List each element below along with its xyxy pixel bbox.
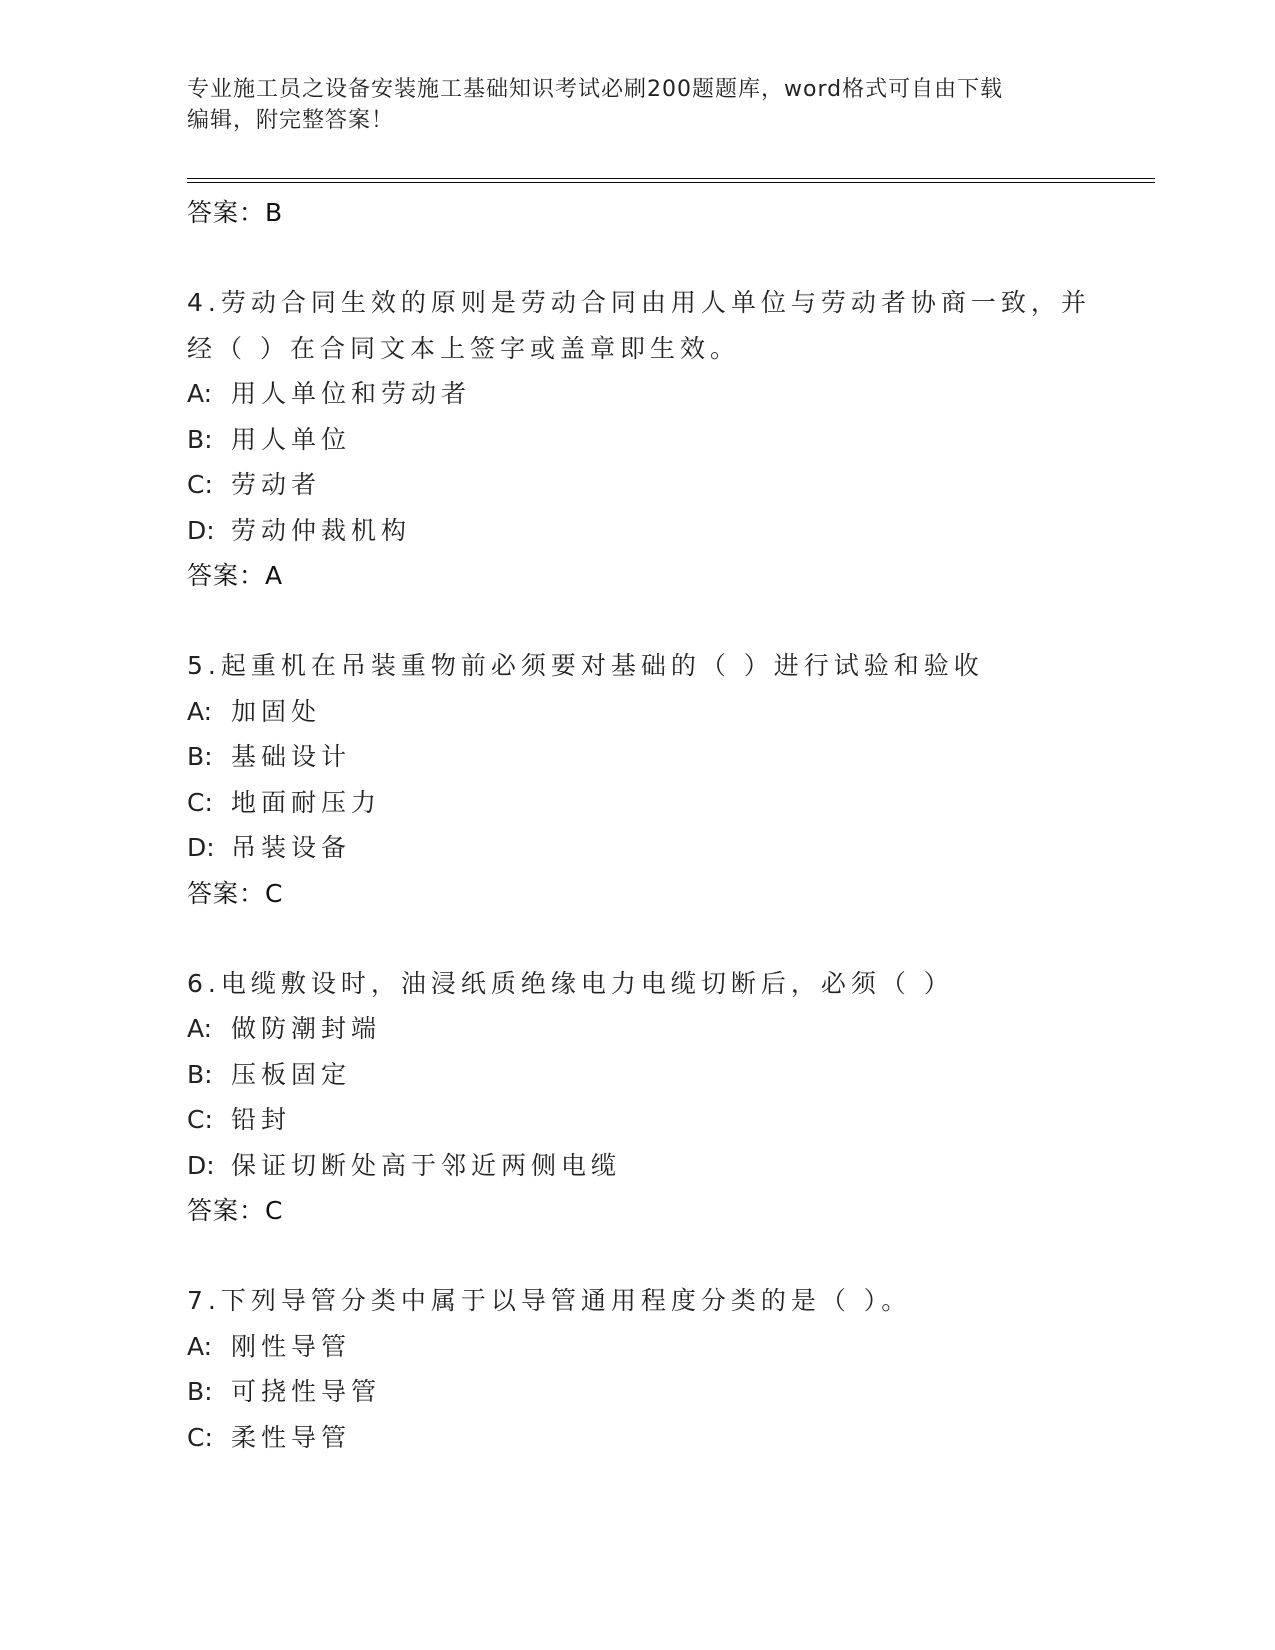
option-text: 用人单位 xyxy=(231,424,352,454)
option-text: 劳动仲裁机构 xyxy=(231,515,412,545)
option-c xyxy=(187,462,1155,508)
option-a xyxy=(187,371,1155,417)
option-key: B: xyxy=(187,742,213,771)
option-text: 铅封 xyxy=(231,1105,292,1134)
question-text: 6.电缆敷设时，油浸纸质绝缘电力电缆切断后，必须（ ） xyxy=(187,968,954,998)
header-line-1: 专业施工员之设备安装施工基础知识考试必刷200题题库，word格式可自由下载 xyxy=(187,77,1004,102)
option-key: A: xyxy=(187,1331,213,1361)
option-text: 刚性导管 xyxy=(231,1331,352,1361)
header-divider xyxy=(187,178,1155,183)
option-d xyxy=(187,825,1155,871)
option-c xyxy=(187,1415,1155,1461)
question-text: 5.起重机在吊装重物前必须要对基础的（ ）进行试验和验收 xyxy=(187,651,984,680)
answer-line: 答案：C xyxy=(187,878,284,908)
question-block xyxy=(187,961,1155,1235)
option-key: A: xyxy=(187,379,213,408)
option-text: 保证切断处高于邻近两侧电缆 xyxy=(231,1150,622,1180)
option-key: D: xyxy=(187,1150,215,1180)
option-text: 加固处 xyxy=(231,696,322,726)
header-line-2: 编辑，附完整答案！ xyxy=(187,108,395,133)
option-key: B: xyxy=(187,1059,213,1089)
option-text: 劳动者 xyxy=(231,470,322,499)
option-b xyxy=(187,734,1155,780)
option-key: A: xyxy=(187,1014,213,1043)
option-key: C: xyxy=(187,470,213,499)
option-key: B: xyxy=(187,1377,213,1406)
option-a xyxy=(187,1006,1155,1052)
answer-line: 答案：C xyxy=(187,1196,284,1225)
option-c xyxy=(187,1097,1155,1143)
option-key: C: xyxy=(187,787,213,817)
option-text: 基础设计 xyxy=(231,742,352,771)
option-b xyxy=(187,1052,1155,1098)
option-text: 吊装设备 xyxy=(231,833,352,862)
answer-line: 答案：A xyxy=(187,561,284,590)
option-key: A: xyxy=(187,696,213,726)
option-text: 用人单位和劳动者 xyxy=(231,379,472,408)
option-text: 可挠性导管 xyxy=(231,1377,382,1406)
option-text: 柔性导管 xyxy=(231,1422,352,1452)
document-header xyxy=(187,74,1087,136)
option-key: D: xyxy=(187,515,215,545)
question-block xyxy=(187,280,1155,599)
option-d xyxy=(187,508,1155,554)
option-c xyxy=(187,780,1155,826)
option-text: 做防潮封端 xyxy=(231,1014,382,1043)
option-b xyxy=(187,1369,1155,1415)
question-list xyxy=(187,190,1155,1460)
option-b xyxy=(187,417,1155,463)
option-key: B: xyxy=(187,424,213,454)
option-text: 压板固定 xyxy=(231,1059,352,1089)
question-text: 4.劳动合同生效的原则是劳动合同由用人单位与劳动者协商一致，并 xyxy=(187,288,1091,317)
option-key: C: xyxy=(187,1422,213,1452)
question-text-cont: 经（ ）在合同文本上签字或盖章即生效。 xyxy=(187,333,740,363)
option-a xyxy=(187,689,1155,735)
option-text: 地面耐压力 xyxy=(231,787,382,817)
option-key: C: xyxy=(187,1105,213,1134)
question-text: 7.下列导管分类中属于以导管通用程度分类的是（ ）。 xyxy=(187,1286,912,1315)
option-a xyxy=(187,1324,1155,1370)
question-block xyxy=(187,643,1155,917)
option-key: D: xyxy=(187,833,215,862)
question-block xyxy=(187,1278,1155,1460)
option-d xyxy=(187,1143,1155,1189)
answer-line: 答案：B xyxy=(187,198,284,227)
